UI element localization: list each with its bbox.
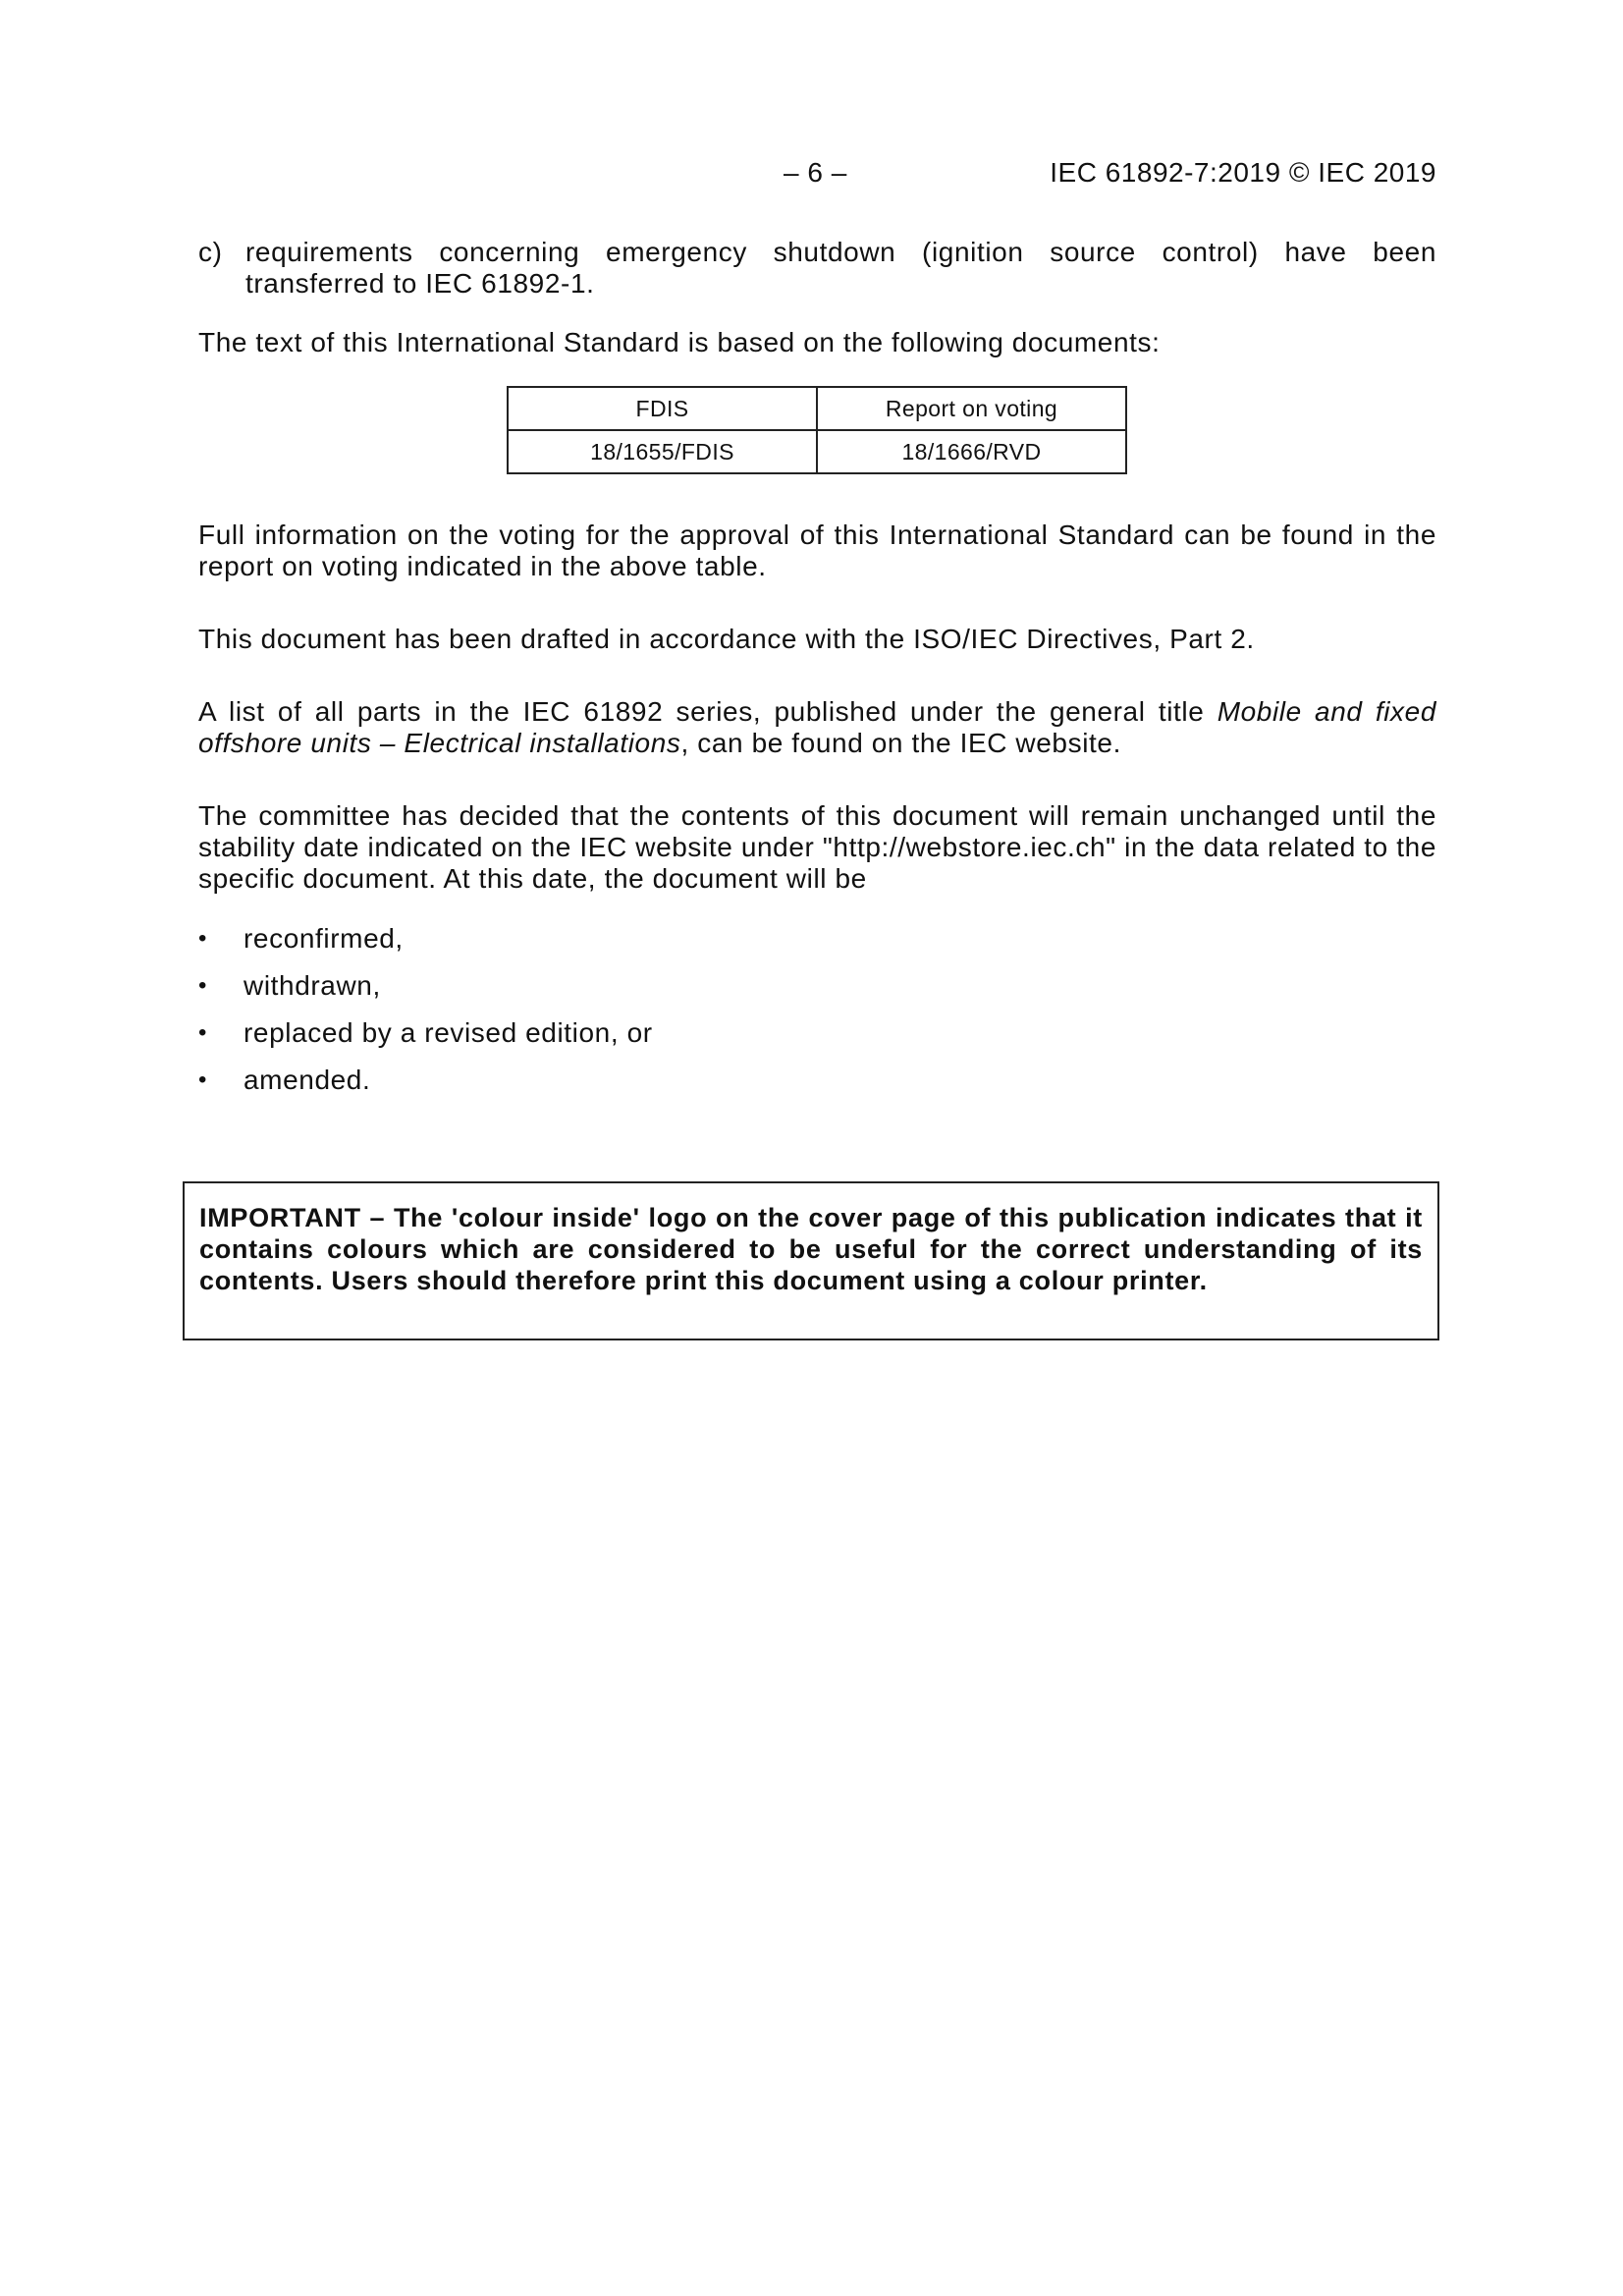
list-item (198, 1017, 1180, 1065)
list-item-text: withdrawn, (243, 970, 381, 1001)
outcome-list (198, 923, 1180, 1112)
series-text-before: A list of all parts in the IEC 61892 series, published under the general title (198, 696, 1217, 727)
bullet-icon: • (198, 925, 208, 952)
list-item-text: replaced by a revised edition, or (243, 1017, 653, 1048)
bullet-icon: • (198, 972, 208, 999)
list-item-text: requirements concerning emergency shutdown (ignition source control) have been transferred to IEC 61892-1. (245, 237, 1436, 299)
bullet-icon: • (198, 1066, 208, 1093)
list-item-c (198, 237, 1436, 300)
important-notice-text: IMPORTANT – The 'colour inside' logo on the cover page of this publication indicates that it contains colours which are considered to be useful for the correct understanding of its contents. Users should therefore print this document using a colour printer. (199, 1203, 1423, 1295)
series-text-after: , can be found on the IEC website. (680, 728, 1121, 758)
bullet-icon: • (198, 1019, 208, 1046)
important-notice-box (183, 1181, 1439, 1340)
table-cell: 18/1666/RVD (817, 430, 1126, 473)
drafting-paragraph: This document has been drafted in accordance with the ISO/IEC Directives, Part 2. (198, 624, 1255, 654)
list-item-text: amended. (243, 1065, 371, 1095)
intro-paragraph: The text of this International Standard is based on the following documents: (198, 327, 1161, 357)
list-item (198, 923, 1180, 970)
list-item (198, 970, 1180, 1017)
voting-info-paragraph: Full information on the voting for the approval of this International Standard can be found in the report on voting indicated in the above table. (198, 519, 1436, 581)
stability-paragraph: The committee has decided that the contents of this document will remain unchanged until the stability date indicated on the IEC website under "http://webstore.iec.ch" in the data related to the specific document. At this date, the document will be (198, 800, 1436, 894)
series-paragraph (198, 696, 1436, 759)
page-number: – 6 – (784, 157, 847, 188)
table-header-cell: FDIS (508, 387, 817, 430)
list-item (198, 1065, 1180, 1112)
table-row (508, 430, 1126, 473)
table-header-row (508, 387, 1126, 430)
list-marker: c) (198, 237, 223, 267)
table-header-cell: Report on voting (817, 387, 1126, 430)
series-general-title: Mobile and fixed offshore units – Electrical installations (198, 696, 1436, 758)
list-item-text: reconfirmed, (243, 923, 404, 954)
document-reference: IEC 61892-7:2019 © IEC 2019 (1050, 157, 1436, 188)
voting-documents-table (507, 386, 1127, 474)
table-cell: 18/1655/FDIS (508, 430, 817, 473)
